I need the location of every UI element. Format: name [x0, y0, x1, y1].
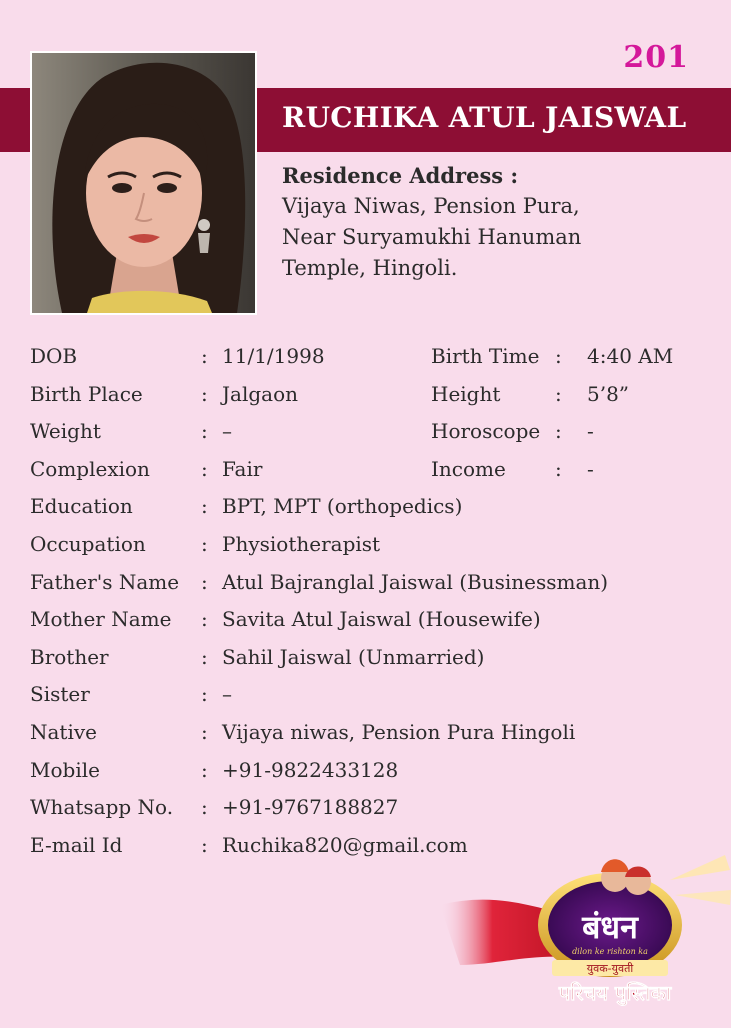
detail-value: BPT, MPT (orthopedics) [222, 494, 463, 519]
bandhan-logo-art [440, 850, 731, 1024]
detail-label: Native [30, 719, 97, 744]
detail-row-dob [30, 338, 710, 376]
detail-colon: : [555, 344, 562, 368]
detail-colon: : [201, 719, 208, 744]
detail-colon: : [201, 682, 208, 707]
detail-label: Occupation [30, 531, 146, 556]
detail-colon: : [555, 456, 562, 481]
bandhan-logo [440, 850, 731, 1024]
detail-value: Physiotherapist [222, 531, 381, 556]
detail-value: Ruchika820@gmail.com [222, 832, 468, 857]
detail-colon: : [201, 569, 208, 594]
residence-address [282, 160, 702, 284]
detail-value: - [587, 419, 594, 444]
detail-value: 4:40 AM [587, 344, 674, 368]
detail-value: Fair [222, 456, 263, 481]
detail-value: Savita Atul Jaiswal (Housewife) [222, 607, 541, 632]
detail-row-mother-name [30, 601, 710, 639]
detail-value: Atul Bajranglal Jaiswal (Businessman) [222, 569, 609, 594]
profile-number: 201 [623, 40, 689, 75]
detail-row-weight [30, 413, 710, 451]
detail-label: Education [30, 494, 133, 519]
detail-colon: : [201, 494, 208, 519]
detail-value: Sahil Jaiswal (Unmarried) [222, 644, 485, 669]
profile-photo-illustration [32, 53, 255, 313]
detail-row-occupation [30, 526, 710, 564]
detail-label: Height [431, 381, 501, 406]
address-line: Vijaya Niwas, Pension Pura, [282, 194, 580, 218]
detail-value: 11/1/1998 [222, 344, 325, 368]
detail-colon: : [201, 531, 208, 556]
detail-colon: : [201, 757, 208, 782]
detail-colon: : [201, 607, 208, 632]
detail-label: DOB [30, 344, 78, 368]
detail-colon: : [555, 381, 562, 406]
detail-colon: : [201, 456, 208, 481]
detail-colon: : [201, 381, 208, 406]
detail-row-sister [30, 676, 710, 714]
detail-colon: : [201, 832, 208, 857]
detail-value: – [222, 682, 232, 707]
detail-row-brother [30, 639, 710, 677]
detail-label: Birth Time [431, 344, 540, 368]
detail-row-father-name [30, 564, 710, 602]
profile-photo [30, 51, 257, 315]
detail-label: Father's Name [30, 569, 180, 594]
detail-row-native [30, 714, 710, 752]
detail-row-birth-place [30, 376, 710, 414]
detail-label: Weight [30, 419, 101, 444]
detail-value: – [222, 419, 232, 444]
detail-value: 5’8” [587, 381, 630, 406]
detail-label: Brother [30, 644, 109, 669]
address-line: Temple, Hingoli. [282, 256, 458, 280]
logo-sub-text: युवक-युवती [586, 962, 634, 975]
candidate-name: RUCHIKA ATUL JAISWAL [282, 101, 687, 134]
detail-label: Birth Place [30, 381, 143, 406]
detail-colon: : [201, 419, 208, 444]
detail-row-mobile [30, 752, 710, 790]
detail-value: Vijaya niwas, Pension Pura Hingoli [222, 719, 576, 744]
logo-main-text: बंधन [582, 908, 638, 946]
detail-row-complexion [30, 451, 710, 489]
detail-label: Horoscope [431, 419, 541, 444]
detail-label: Mother Name [30, 607, 172, 632]
detail-value: Jalgaon [222, 381, 298, 406]
detail-label: Complexion [30, 456, 150, 481]
detail-colon: : [201, 795, 208, 820]
detail-row-education [30, 488, 710, 526]
detail-colon: : [201, 644, 208, 669]
address-title: Residence Address : [282, 163, 519, 188]
detail-colon: : [201, 344, 208, 368]
detail-label: Sister [30, 682, 90, 707]
detail-label: Mobile [30, 757, 100, 782]
detail-label: Whatsapp No. [30, 795, 174, 820]
detail-value: +91-9767188827 [222, 795, 399, 820]
detail-value: +91-9822433128 [222, 757, 399, 782]
detail-label: Income [431, 456, 506, 481]
detail-value: - [587, 456, 594, 481]
details-table [30, 338, 710, 864]
detail-label: E-mail Id [30, 832, 123, 857]
detail-colon: : [555, 419, 562, 444]
detail-row-whatsapp [30, 789, 710, 827]
address-line: Near Suryamukhi Hanuman [282, 225, 582, 249]
logo-tagline: dilon ke rishton ka [572, 947, 648, 956]
logo-bottom-text: परिचय पुस्तिका [558, 981, 672, 1005]
